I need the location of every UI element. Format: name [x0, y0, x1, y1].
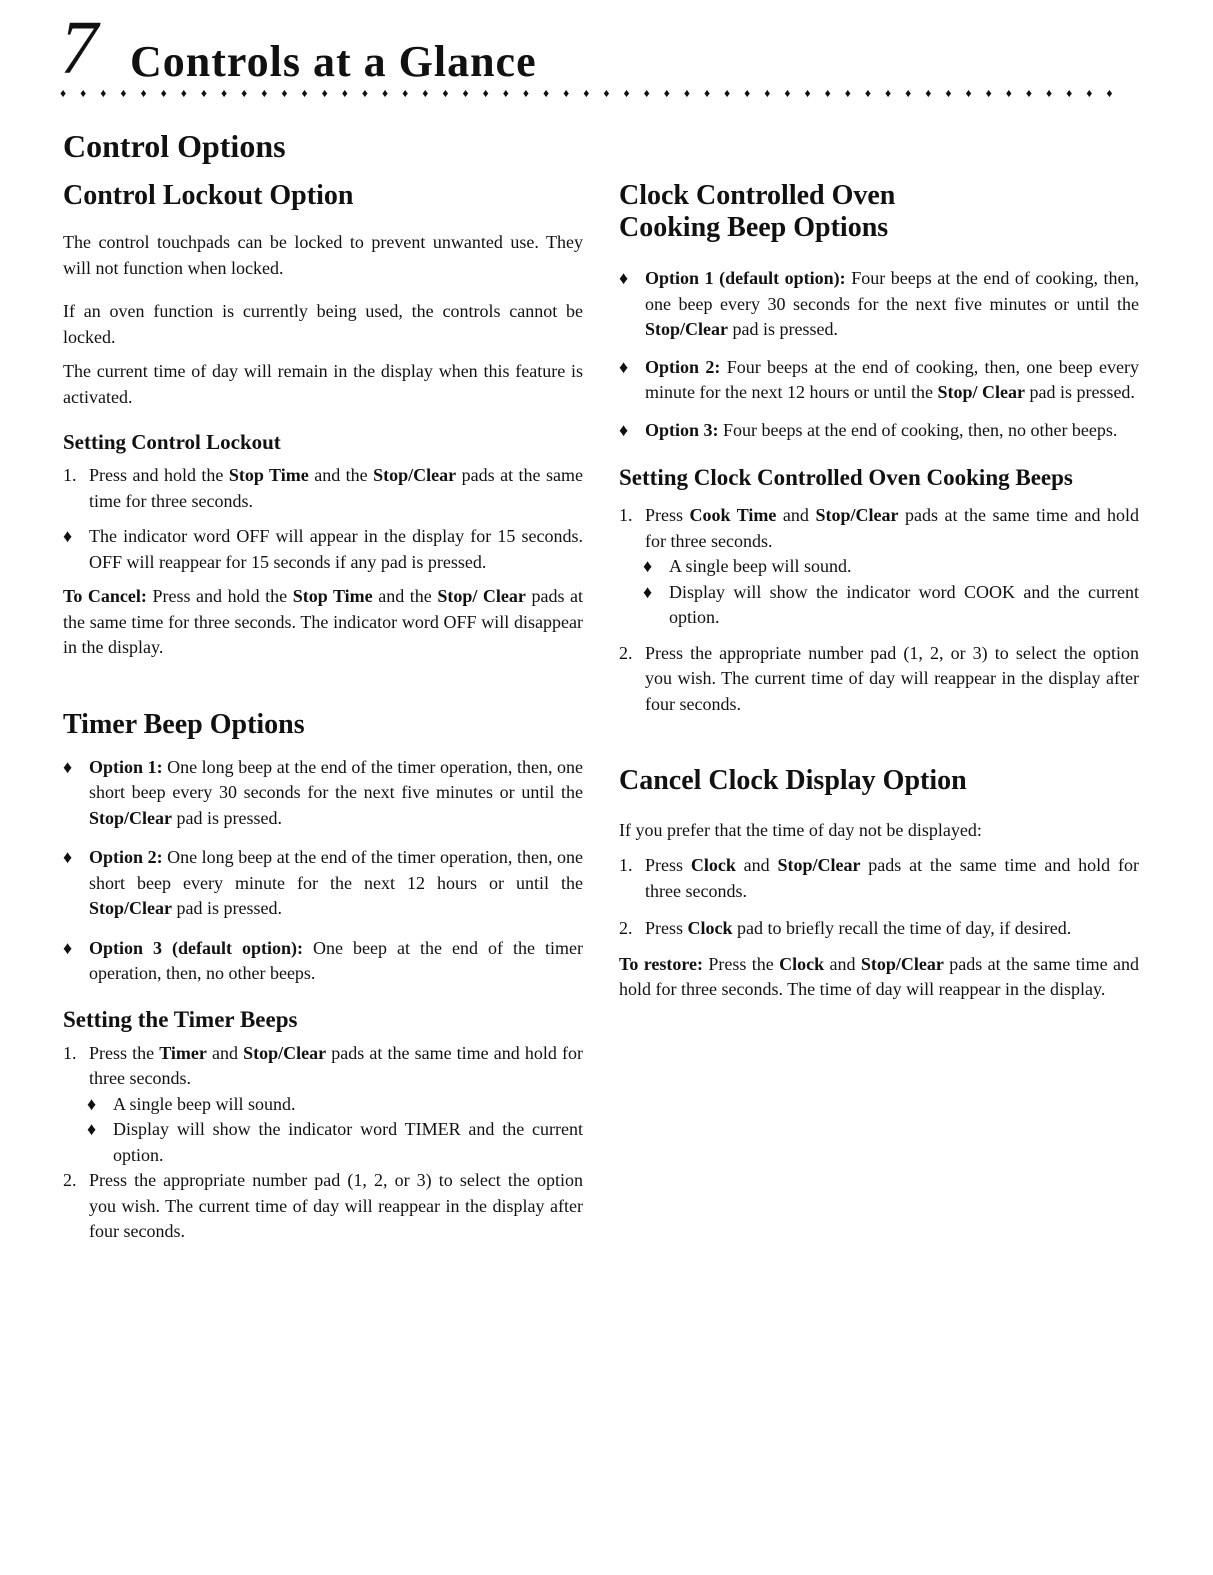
section-heading: Control Options: [63, 128, 286, 164]
timer-options: [63, 755, 583, 987]
clock-step-1: 1. Press Cook Time and Stop/Clear pads at the same time and hold for three seconds.: [619, 505, 1139, 551]
right-column: [619, 180, 1139, 1003]
cancel-clock-steps: [619, 853, 1139, 942]
diamond-bullet-icon: ♦: [63, 756, 73, 777]
timer-option-2: ♦ Option 2: One long beep at the end of the timer operation, then, one short beep every minute for the next 12 hours or until the Stop/Clear pad is pressed.: [63, 847, 583, 919]
lockout-step-1: 1. Press and hold the Stop Time and the Stop/Clear pads at the same time for three seconds.: [63, 465, 584, 511]
diamond-bullet-icon: ♦: [63, 526, 73, 547]
clock-beep-steps: [619, 503, 1139, 717]
cancel-clock-heading: Cancel Clock Display Option: [619, 765, 967, 797]
step-number: 1.: [63, 465, 77, 486]
clock-substep-2: ♦ Display will show the indicator word COOK and the current option.: [643, 581, 1139, 628]
control-lockout-heading: Control Lockout Option: [63, 180, 354, 211]
page-number: 7: [60, 6, 98, 90]
setting-timer-beeps-heading: Setting the Timer Beeps: [63, 1006, 298, 1032]
step-number: 2.: [619, 918, 633, 939]
clock-option-1: ♦ Option 1 (default option): Four beeps at the end of cooking, then, one beep every 30 seconds for the next five minutes or until the Stop/Clear pad is pressed.: [619, 268, 1139, 340]
timer-option-1: ♦ Option 1: One long beep at the end of the timer operation, then, one short beep every 30 seconds for the next five minutes or until the Stop/Clear pad is pressed.: [63, 756, 583, 828]
diamond-bullet-icon: ♦: [643, 581, 653, 602]
diamond-bullet-icon: ♦: [619, 419, 629, 440]
diamond-bullet-icon: ♦: [619, 356, 629, 377]
clock-step-2: 2. Press the appropriate number pad (1, 2, or 3) to select the option you wish. The current time of day will reappear in the display after four seconds.: [619, 642, 1139, 714]
clock-beep-heading: Clock Controlled Oven Cooking Beep Options: [619, 180, 896, 244]
cancel-step-1: 1. Press Clock and Stop/Clear pads at the same time and hold for three seconds.: [619, 855, 1139, 901]
lockout-paragraph-3: The current time of day will remain in the display when this feature is activated.: [63, 361, 583, 407]
restore-paragraph: To restore: Press the Clock and Stop/Clear pads at the same time and hold for three seconds. The time of day will reappear in the display.: [619, 953, 1139, 1000]
to-restore-label: To restore:: [619, 953, 704, 974]
timer-beep-heading: Timer Beep Options: [63, 708, 305, 740]
diamond-bullet-icon: ♦: [63, 847, 73, 868]
timer-step-1: 1. Press the Timer and Stop/Clear pads at the same time and hold for three seconds.: [63, 1042, 583, 1089]
diamond-bullet-icon: ♦: [643, 556, 653, 577]
chapter-title: Controls at a Glance: [130, 37, 537, 86]
step-number: 1.: [619, 505, 633, 526]
diamond-bullet-icon: ♦: [619, 268, 629, 289]
lockout-cancel-paragraph: To Cancel: Press and hold the Stop Time and the Stop/ Clear pads at the same time for three seconds. The indicator word OFF will disappear in the display.: [63, 586, 584, 658]
timer-substep-1: ♦ A single beep will sound.: [63, 1092, 583, 1118]
setting-control-lockout-heading: Setting Control Lockout: [63, 430, 281, 455]
diamond-rule: ♦♦♦♦♦♦♦♦♦♦♦♦♦♦♦♦♦♦♦♦♦♦♦♦♦♦♦♦♦♦♦♦♦♦♦♦♦♦♦♦♦♦♦♦♦♦♦♦♦♦♦♦♦: [60, 86, 1127, 100]
clock-option-2: ♦ Option 2: Four beeps at the end of cooking, then, one beep every minute for the next 12 hours or until the Stop/ Clear pad is pressed.: [619, 356, 1139, 403]
diamond-bullet-icon: ♦: [87, 1093, 97, 1114]
lockout-steps: [63, 463, 583, 514]
clock-option-3: ♦ Option 3: Four beeps at the end of cooking, then, no other beeps.: [619, 418, 1139, 444]
to-cancel-label: To Cancel:: [63, 586, 147, 607]
timer-steps: [63, 1041, 583, 1245]
step-number: 2.: [619, 642, 633, 663]
lockout-paragraph-1: The control touchpads can be locked to prevent unwanted use. They will not function when locked.: [63, 232, 583, 278]
cancel-step-2: 2. Press Clock pad to briefly recall the time of day, if desired.: [619, 916, 1139, 942]
diamond-bullet-icon: ♦: [63, 937, 73, 958]
lockout-paragraph-2: If an oven function is currently being used, the controls cannot be locked.: [63, 301, 583, 347]
lockout-notes: [63, 524, 583, 575]
timer-step-2: 2. Press the appropriate number pad (1, 2, or 3) to select the option you wish. The current time of day will reappear in the display after four seconds.: [63, 1170, 583, 1242]
stop-time-pad-name: Stop Time: [228, 465, 309, 486]
stop-clear-pad-name: Stop/Clear: [373, 465, 457, 486]
setting-clock-beeps-heading: Setting Clock Controlled Oven Cooking Beeps: [619, 465, 1073, 491]
clock-beep-options: [619, 266, 1139, 443]
step-number: 1.: [63, 1042, 77, 1063]
step-number: 1.: [619, 855, 633, 876]
timer-substep-2: ♦ Display will show the indicator word TIMER and the current option.: [87, 1119, 583, 1165]
cancel-clock-intro: If you prefer that the time of day not be displayed:: [619, 819, 982, 840]
timer-option-3: ♦ Option 3 (default option): One beep at the end of the timer operation, then, no other beeps.: [63, 937, 583, 984]
left-column: [63, 180, 583, 1245]
step-number: 2.: [63, 1170, 77, 1191]
diamond-bullet-icon: ♦: [87, 1119, 97, 1140]
clock-substep-1: ♦ A single beep will sound.: [619, 554, 1139, 580]
lockout-note: ♦ The indicator word OFF will appear in the display for 15 seconds. OFF will reappear for 15 seconds if any pad is pressed.: [63, 526, 583, 572]
